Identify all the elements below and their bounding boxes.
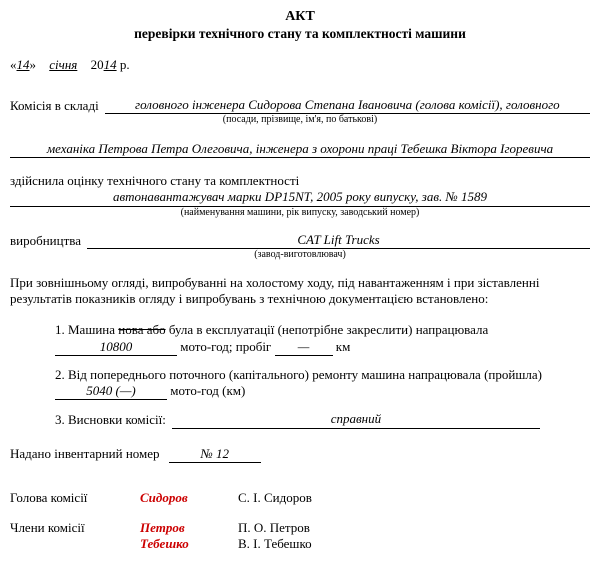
date-line	[10, 57, 590, 73]
signature-block	[10, 490, 590, 553]
commission-fill-1: головного інженера Сидорова Степана Івановича (голова комісії), головного	[105, 97, 590, 114]
item-1-km-blank: —	[275, 339, 333, 356]
member-signature-row-2	[10, 536, 590, 552]
commission-line-1	[10, 97, 590, 114]
item-3-label: 3. Висновки комісії:	[55, 412, 166, 428]
item-2-text: 2. Від попереднього поточного (капітального) ремонту машина напрацювала (пройшла)	[55, 366, 542, 382]
item-1-hours-label: мото-год; пробіг	[180, 338, 272, 354]
document-title: АКТ	[285, 9, 315, 24]
inventory-line	[10, 446, 590, 463]
member-name-tebeshko: В. І. Тебешко	[238, 536, 312, 552]
item-1-prefix: 1. Машина	[55, 322, 116, 338]
manufacturer-line	[10, 232, 590, 249]
inventory-label: Надано інвентарний номер	[10, 445, 160, 461]
item-1	[55, 322, 590, 356]
chair-signature: Сидоров	[140, 489, 188, 505]
chair-label: Голова комісії	[10, 489, 88, 505]
item-1-values-line	[55, 339, 590, 356]
machine-fill: автонавантажувач марки DP15NT, 2005 року випуску, зав. № 1589	[10, 189, 590, 206]
item-1-km-label: км	[335, 338, 351, 354]
member-signature-tebeshko: Тебешко	[140, 536, 189, 552]
chair-name: С. І. Сидоров	[238, 489, 312, 505]
item-2	[55, 367, 590, 401]
member-signature-row-1	[10, 520, 590, 536]
date-year-prefix: 20	[90, 57, 104, 73]
item-2-hours-label: мото-год (км)	[170, 383, 246, 399]
inspection-paragraph: При зовнішньому огляді, випробуванні на холостому ходу, під навантаженням і при зіставленні результатів показників огляду і випробувань з технічною документацією встановлено:	[10, 274, 540, 307]
chair-signature-row	[10, 490, 590, 506]
item-2-values-line	[55, 383, 590, 400]
manufacturer-label: виробництва	[10, 232, 81, 248]
members-label: Члени комісії	[10, 520, 85, 536]
manufacturer-fill: CAT Lift Trucks	[87, 232, 590, 249]
assessment-intro: здійснила оцінку технічного стану та комплектності	[10, 173, 300, 189]
item-3-conclusion-blank: справний	[172, 411, 540, 428]
item-2-hours-blank: 5040 (—)	[55, 383, 167, 400]
date-day-value: 14	[16, 57, 30, 73]
member-name-petrov: П. О. Петров	[238, 520, 310, 536]
date-year-unit: р.	[119, 57, 130, 73]
date-year-suffix: 14	[103, 57, 117, 73]
commission-intro-label: Комісія в складі	[10, 97, 99, 113]
member-signature-petrov: Петров	[140, 520, 185, 536]
date-close-quote: »	[29, 57, 36, 73]
commission-fill-2: механіка Петрова Петра Олеговича, інженера з охорони праці Тебешка Віктора Ігоревича	[10, 141, 590, 158]
machine-caption: (найменування машини, рік випуску, заводський номер)	[180, 206, 420, 218]
commission-caption: (посади, прізвище, ім'я, по батькові)	[222, 113, 378, 125]
item-1-rest: була в експлуатації (непотрібне закреслити) напрацювала	[168, 322, 489, 338]
date-month-value: січня	[49, 57, 78, 73]
inventory-number-blank: № 12	[169, 446, 261, 463]
date-open-quote: «	[10, 57, 17, 73]
item-3	[55, 411, 540, 428]
item-1-text	[55, 322, 590, 338]
manufacturer-caption: (завод-виготовлювач)	[254, 248, 346, 260]
document-subtitle: перевірки технічного стану та комплектності машини	[134, 25, 466, 41]
item-1-hours-blank: 10800	[55, 339, 177, 356]
item-1-struck-text: нова або	[118, 322, 166, 338]
